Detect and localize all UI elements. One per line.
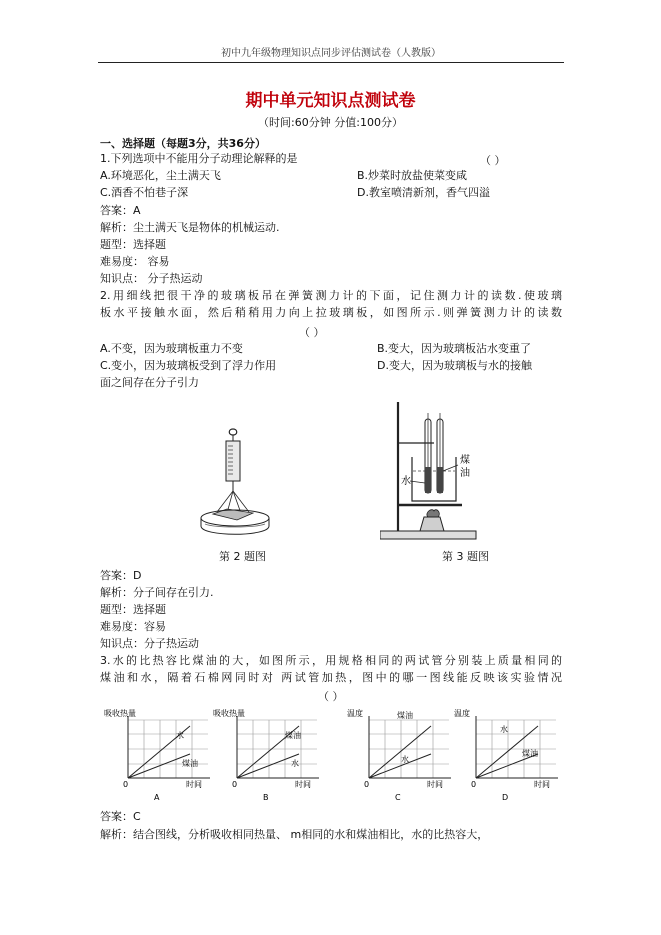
graph-d-ylabel: 温度	[454, 709, 470, 718]
q1-answer-paren: （ ）	[480, 154, 506, 167]
exam-title: 期中单元知识点测试卷	[245, 91, 416, 111]
graph-d-letter: D	[502, 793, 509, 802]
page-header: 初中九年级物理知识点同步评估测试卷（人教版）	[221, 48, 441, 59]
q2-answer-paren: （ ）	[299, 326, 325, 339]
q2-knowledge: 知识点：分子热运动	[100, 637, 199, 650]
q3-stem-line1: 3.水的比热容比煤油的大，如图所示，用规格相同的两试管分别装上质量相同的	[100, 654, 562, 667]
q1-option-a: A.环境恶化，尘土满天飞	[100, 169, 221, 182]
q2-answer: 答案：D	[100, 569, 142, 582]
graph-a-line-label-2: 煤油	[182, 759, 198, 768]
graph-d-xlabel: 时间	[534, 780, 550, 789]
q3-answer-paren: （ ）	[318, 690, 344, 703]
figure-3-heating-apparatus	[380, 397, 480, 544]
fig3-label-oil-2: 油	[460, 468, 470, 479]
graph-d-line-label-2: 煤油	[522, 749, 538, 758]
q1-analysis: 解析：尘土满天飞是物体的机械运动.	[100, 221, 280, 234]
q2-stem-line2: 板水平接触水面，然后稍稍用力向上拉玻璃板，如图所示.则弹簧测力计的读数	[100, 306, 562, 319]
q2-option-c: C.变小，因为玻璃板受到了浮力作用	[100, 359, 277, 372]
header-rule	[98, 62, 564, 63]
graph-d-line-label-1: 水	[500, 725, 508, 734]
graph-a-ylabel: 吸收热量	[104, 709, 136, 718]
q2-type: 题型：选择题	[100, 603, 166, 616]
graph-a-letter: A	[154, 793, 160, 802]
q1-difficulty: 难易度： 容易	[100, 255, 170, 268]
q3-graph-d	[452, 708, 562, 804]
figure-2-caption: 第 2 题图	[219, 550, 266, 563]
graph-c-xlabel: 时间	[427, 780, 443, 789]
graph-a-origin: 0	[123, 780, 129, 789]
q2-stem-line1: 2.用细线把很干净的玻璃板吊在弹簧测力计的下面，记住测力计的读数.使玻璃	[100, 289, 562, 302]
section-heading: 一、选择题（每题3分，共36分）	[100, 137, 266, 150]
q3-graph-c	[345, 708, 455, 804]
graph-a-line-label-1: 水	[176, 731, 184, 740]
q3-answer: 答案：C	[100, 810, 141, 823]
graph-c-line-label-2: 水	[401, 755, 409, 764]
graph-b-letter: B	[263, 793, 269, 802]
q1-option-c: C.酒香不怕巷子深	[100, 186, 189, 199]
graph-a-xlabel: 时间	[186, 780, 202, 789]
q2-difficulty: 难易度：容易	[100, 620, 166, 633]
q1-type: 题型：选择题	[100, 238, 166, 251]
graph-b-origin: 0	[232, 780, 238, 789]
graph-c-ylabel: 温度	[347, 709, 363, 718]
q2-analysis: 解析：分子间存在引力.	[100, 586, 214, 599]
graph-b-ylabel: 吸收热量	[213, 709, 245, 718]
graph-c-origin: 0	[364, 780, 370, 789]
q2-option-d-line2: 面之间存在分子引力	[100, 376, 199, 389]
graph-d-origin: 0	[471, 780, 477, 789]
q3-graph-b	[213, 708, 323, 804]
q1-knowledge: 知识点： 分子热运动	[100, 272, 203, 285]
graph-c-letter: C	[395, 793, 401, 802]
q2-option-d-line1: D.变大，因为玻璃板与水的接触	[377, 359, 532, 372]
graph-c-line-label-1: 煤油	[397, 711, 413, 720]
fig3-label-oil-1: 煤	[460, 455, 470, 466]
fig3-label-water: 水	[401, 476, 411, 487]
q3-analysis: 解析：结合图线，分析吸收相同热量、 m相同的水和煤油相比，水的比热容大，	[100, 828, 489, 841]
figure-3-caption: 第 3 题图	[442, 550, 489, 563]
graph-b-line-label-2: 水	[291, 759, 299, 768]
figure-2-spring-balance	[195, 425, 281, 541]
q2-option-a: A.不变，因为玻璃板重力不变	[100, 342, 243, 355]
exam-subtitle: （时间:60分钟 分值:100分）	[258, 116, 403, 129]
q1-stem: 1.下列选项中不能用分子动理论解释的是	[100, 152, 298, 165]
graph-b-xlabel: 时间	[295, 780, 311, 789]
q3-graph-a	[104, 708, 214, 804]
q2-option-b: B.变大，因为玻璃板沾水变重了	[377, 342, 532, 355]
graph-b-line-label-1: 煤油	[285, 731, 301, 740]
q3-stem-line2: 煤油和水，隔着石棉网同时对 两试管加热，图中的哪一图线能反映该实验情况	[100, 671, 562, 684]
q1-option-b: B.炒菜时放盐使菜变咸	[357, 169, 468, 182]
q1-answer: 答案：A	[100, 204, 141, 217]
q1-option-d: D.教室喷清新剂，香气四溢	[357, 186, 490, 199]
